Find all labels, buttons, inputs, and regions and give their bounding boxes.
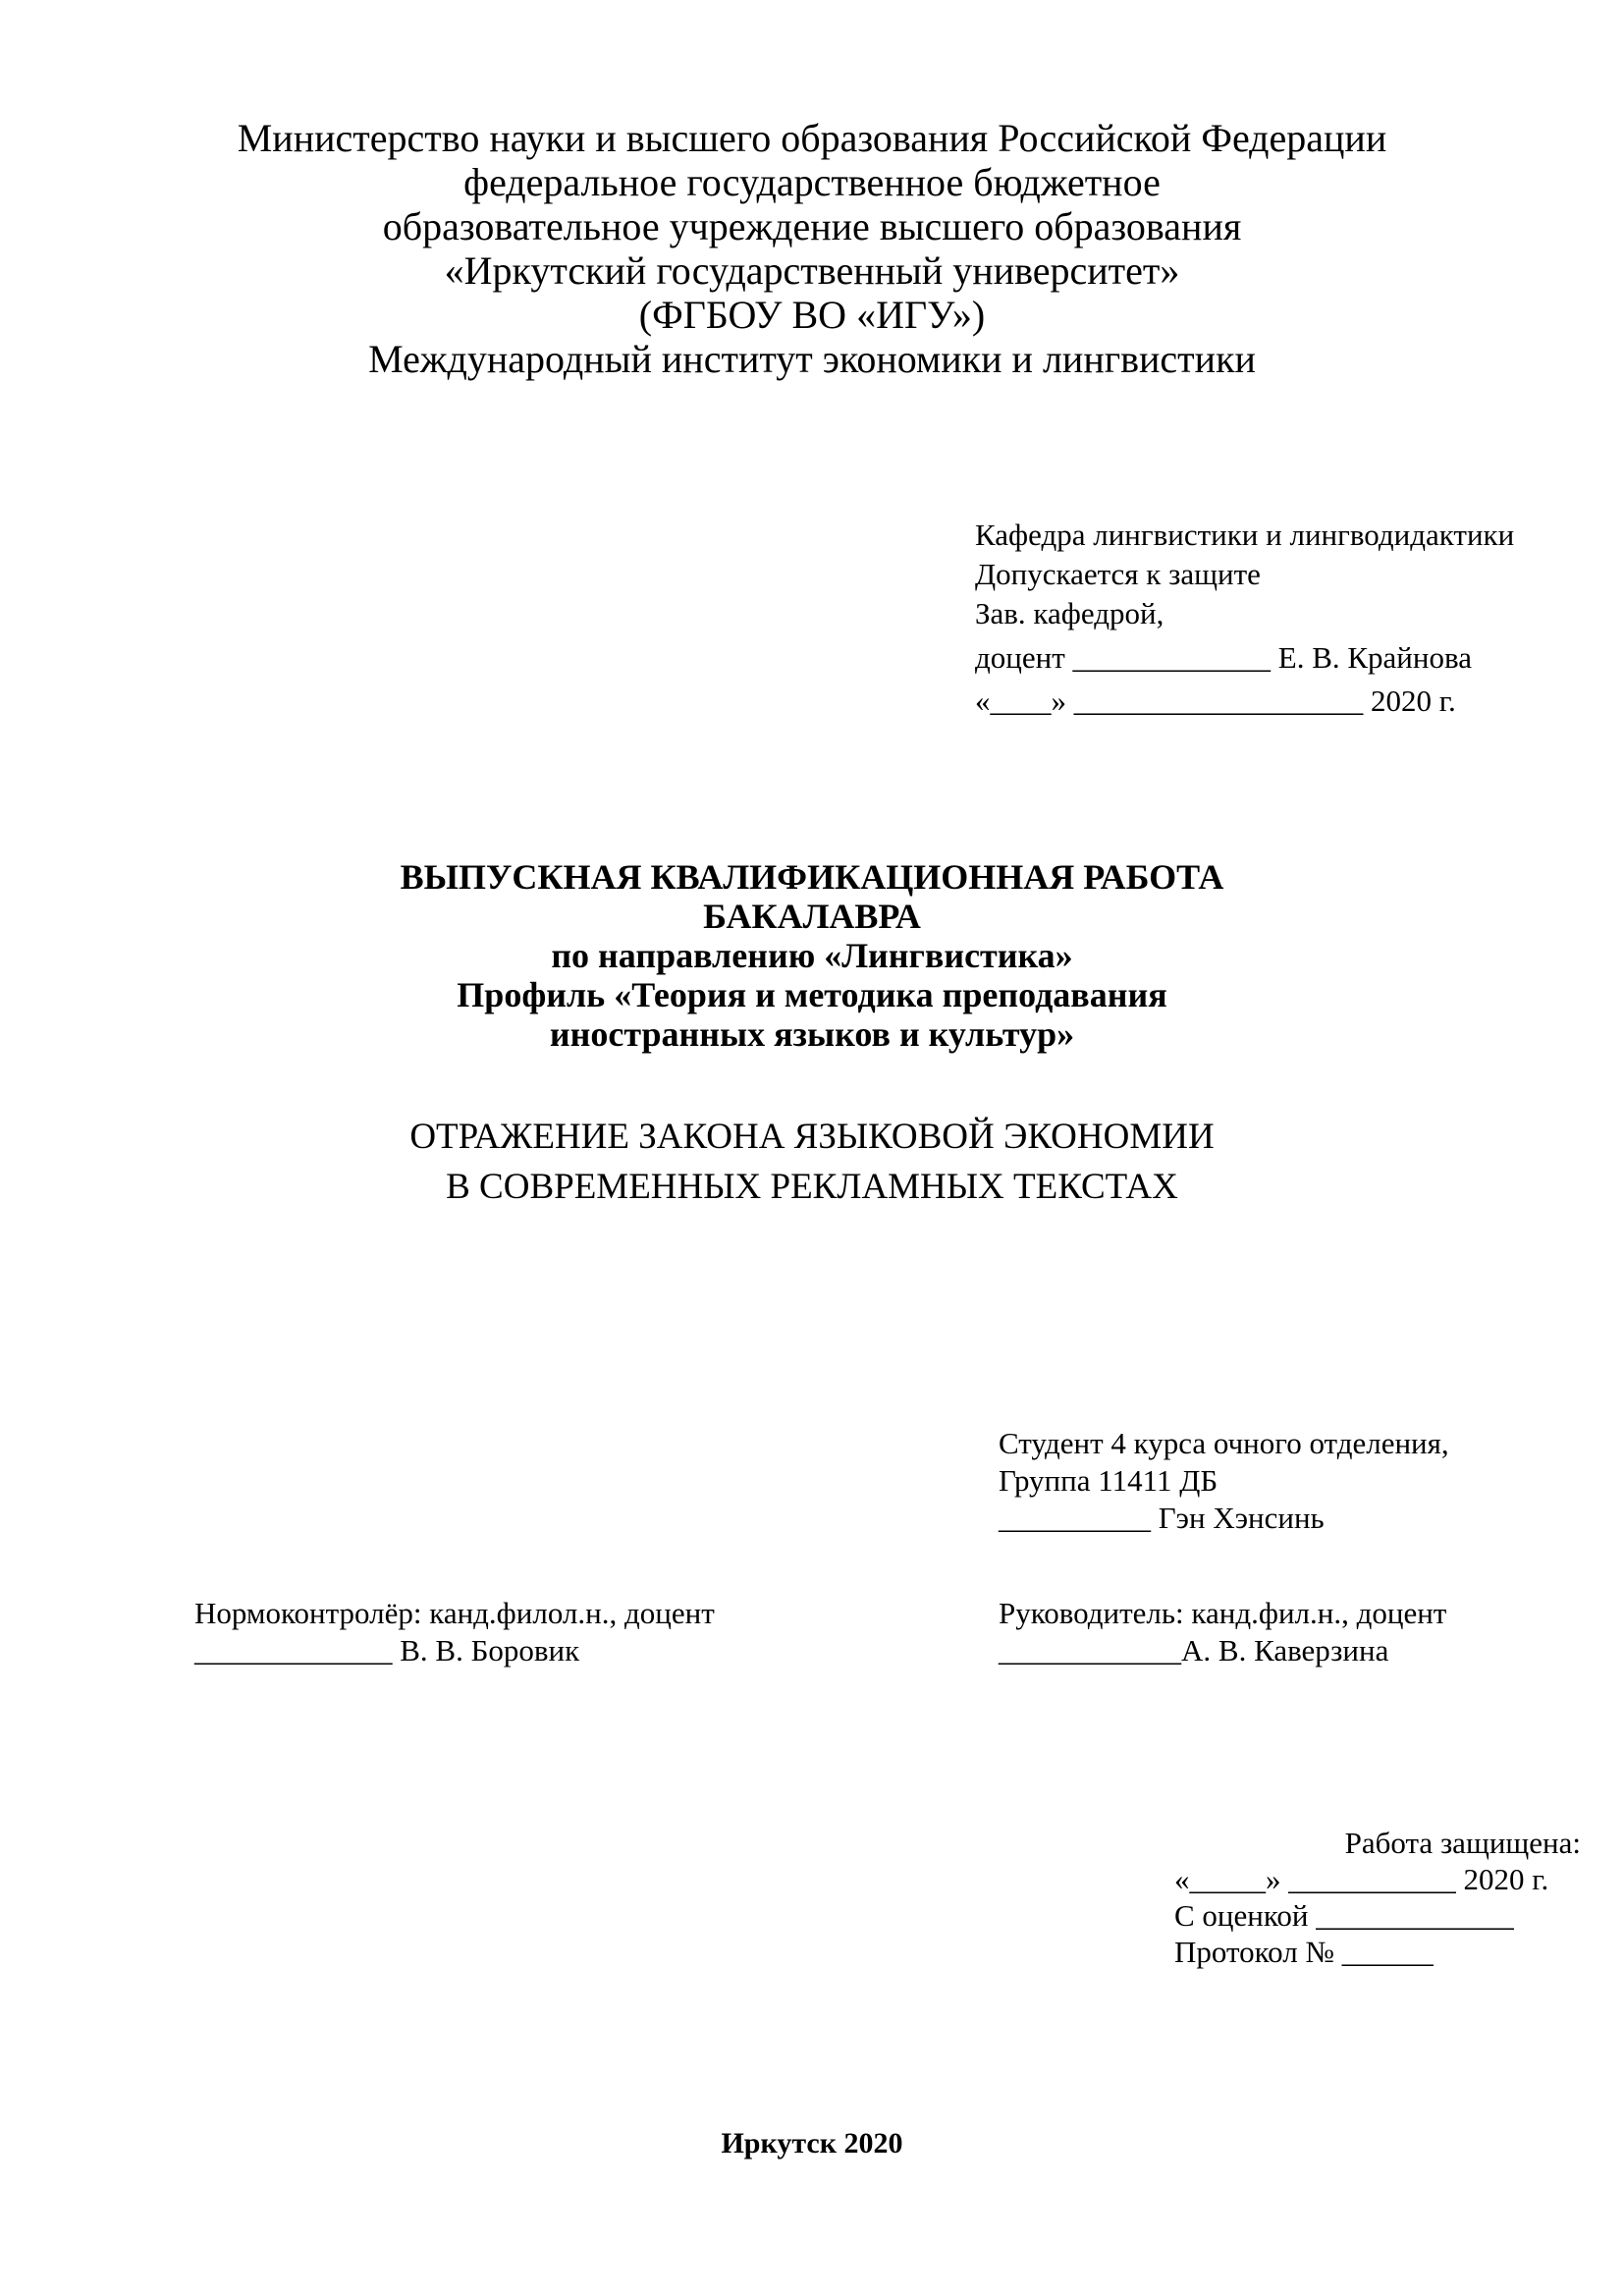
thesis-title-line-1: ВЫПУСКНАЯ КВАЛИФИКАЦИОННАЯ РАБОТА — [400, 857, 1224, 897]
normocontroller-info — [194, 1595, 715, 1669]
thesis-direction-line: по направлению «Лингвистика» — [551, 936, 1073, 975]
institution-education-line: образовательное учреждение высшего образования — [382, 204, 1242, 248]
department-name: Кафедра лингвистики и лингводидактики — [975, 518, 1515, 552]
supervisor-role: Руководитель: канд.фил.н., доцент — [999, 1596, 1447, 1630]
thesis-topic-line-1: ОТРАЖЕНИЕ ЗАКОНА ЯЗЫКОВОЙ ЭКОНОМИИ — [409, 1117, 1215, 1157]
normocontroller-role: Нормоконтролёр: канд.филол.н., доцент — [194, 1596, 715, 1630]
university-abbreviation-line: (ФГБОУ ВО «ИГУ») — [638, 293, 986, 337]
defense-grade: С оценкой _____________ — [1174, 1898, 1514, 1933]
institution-type-line: федеральное государственное бюджетное — [463, 160, 1161, 204]
city-year: Иркутск 2020 — [721, 2127, 903, 2159]
defense-status: Работа защищена: — [1344, 1826, 1581, 1860]
normocontroller-name: _____________ В. В. Боровик — [194, 1633, 580, 1667]
department-approval — [975, 516, 1514, 721]
department-head-signature: доцент _____________ Е. В. Крайнова — [975, 640, 1472, 675]
thesis-topic-line-2: В СОВРЕМЕННЫХ РЕКЛАМНЫХ ТЕКСТАХ — [446, 1167, 1178, 1207]
department-head-label: Зав. кафедрой, — [975, 596, 1164, 630]
thesis-profile-line-2: иностранных языков и культур» — [549, 1014, 1075, 1054]
supervisor-name: ____________А. В. Каверзина — [999, 1633, 1389, 1667]
defense-date: «_____» ___________ 2020 г. — [1174, 1862, 1549, 1896]
defense-record — [1174, 1825, 1581, 1970]
student-name: __________ Гэн Хэнсинь — [999, 1501, 1325, 1535]
thesis-title-line-2: БАКАЛАВРА — [703, 897, 921, 936]
approval-date-line: «____» ___________________ 2020 г. — [975, 683, 1456, 718]
thesis-profile-line-1: Профиль «Теория и методика преподавания — [457, 975, 1167, 1014]
defense-protocol: Протокол № ______ — [1174, 1935, 1434, 1969]
student-course: Студент 4 курса очного отделения, — [999, 1426, 1449, 1460]
student-group: Группа 11411 ДБ — [999, 1463, 1218, 1498]
supervisor-info — [999, 1595, 1446, 1669]
institution-header — [0, 116, 1624, 381]
thesis-topic — [0, 1112, 1624, 1212]
defense-admission: Допускается к защите — [975, 557, 1261, 591]
university-name-line: «Иркутский государственный университет» — [444, 248, 1180, 293]
thesis-type-title — [0, 857, 1624, 1054]
student-info — [999, 1425, 1449, 1537]
institute-line: Международный институт экономики и лингвистики — [368, 337, 1256, 381]
ministry-line: Министерство науки и высшего образования Российской Федерации — [237, 116, 1387, 160]
